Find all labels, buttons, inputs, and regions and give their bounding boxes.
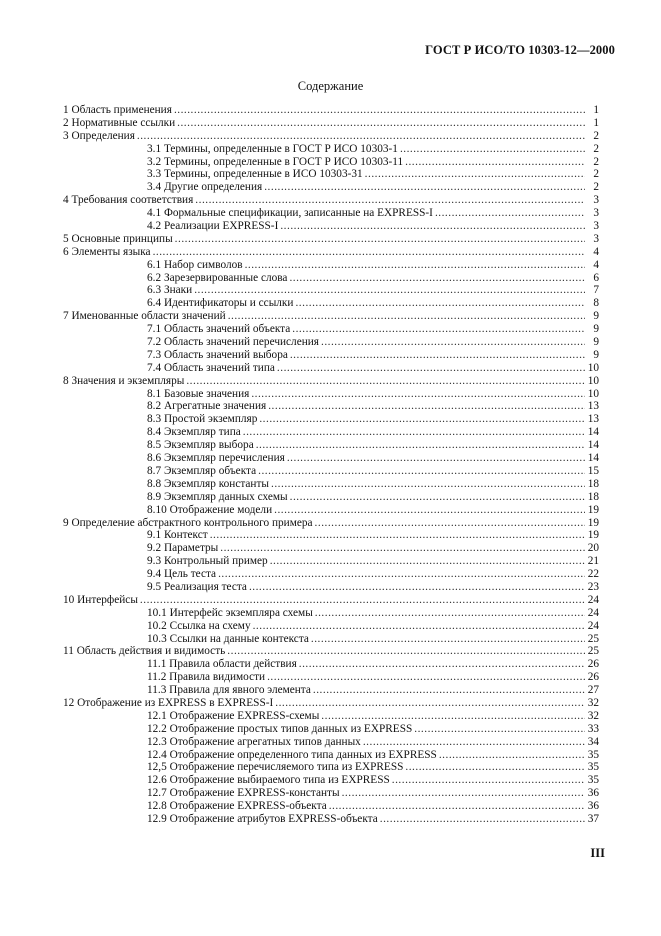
toc-entry-title: 12.9 Отображение атрибутов EXPRESS-объекта (147, 812, 378, 825)
toc-dot-leader (259, 413, 585, 426)
toc-subsection-row (63, 633, 599, 646)
toc-dot-leader (194, 284, 585, 297)
toc-entry-title: 12 Отображение из EXPRESS в EXPRESS-I (63, 696, 274, 709)
toc-entry-title: 2 Нормативные ссылки (63, 116, 176, 129)
toc-dot-leader (153, 246, 585, 259)
toc-entry-title: 11 Область действия и видимость (63, 645, 226, 658)
toc-page-number: 26 (587, 658, 599, 671)
toc-entry-title: 7.2 Область значений перечисления (147, 336, 319, 349)
toc-dot-leader (329, 800, 585, 813)
toc-entry-title: 10 Интерфейсы (63, 593, 138, 606)
toc-entry-title: 12.6 Отображение выбираемого типа из EXPRESS (147, 774, 390, 787)
toc-page-number: 36 (587, 800, 599, 813)
toc-entry-title: 4 Требования соответствия (63, 194, 194, 207)
toc-entry-title: 3.3 Термины, определенные в ИСО 10303-31 (147, 168, 363, 181)
toc-entry-title: 12.8 Отображение EXPRESS-объекта (147, 800, 327, 813)
toc-page-number: 4 (593, 258, 599, 271)
toc-dot-leader (186, 375, 585, 388)
toc-entry-title: 5 Основные принципы (63, 232, 173, 245)
toc-dot-leader (299, 658, 585, 671)
toc-dot-leader (256, 439, 585, 452)
toc-page-number: 24 (587, 606, 599, 619)
toc-entry-title: 12.7 Отображение EXPRESS-константы (147, 787, 340, 800)
toc-page-number: 32 (587, 709, 599, 722)
toc-entry-title: 1 Область применения (63, 104, 172, 116)
toc-page-number: 15 (587, 464, 599, 477)
toc-dot-leader (380, 813, 585, 826)
toc-dot-leader (400, 143, 585, 156)
toc-entry-title: 10.3 Ссылки на данные контекста (147, 632, 309, 645)
toc-page-number: 18 (587, 477, 599, 490)
toc-page-number: 25 (587, 645, 599, 658)
toc-subsection-row (63, 723, 599, 736)
toc-dot-leader (253, 620, 585, 633)
toc-entry-title: 7 Именованные области значений (63, 310, 226, 323)
toc-entry-title: 12.3 Отображение агрегатных типов данных (147, 735, 361, 748)
toc-subsection-row (63, 400, 599, 413)
toc-page-number: 10 (587, 361, 599, 374)
toc-page-number: 35 (587, 761, 599, 774)
toc-section-row (63, 104, 599, 117)
toc-entry-title: 4.1 Формальные спецификации, записанные на EXPRESS-I (147, 207, 433, 220)
toc-dot-leader (177, 117, 585, 130)
toc-section-row (63, 697, 599, 710)
toc-entry-title: 3.4 Другие определения (147, 181, 263, 194)
toc-dot-leader (227, 645, 585, 658)
toc-subsection-row (63, 671, 599, 684)
toc-entry-title: 9.4 Цель теста (147, 568, 217, 581)
toc-section-row (63, 117, 599, 130)
toc-entry-title: 8.9 Экземпляр данных схемы (147, 490, 288, 503)
toc-page-number: 1 (593, 104, 599, 116)
toc-subsection-row (63, 388, 599, 401)
toc-section-row (63, 194, 599, 207)
toc-subsection-row (63, 568, 599, 581)
toc-entry-title: 3.2 Термины, определенные в ГОСТ Р ИСО 10303-11 (147, 155, 404, 168)
toc-dot-leader (267, 671, 585, 684)
toc-subsection-row (63, 800, 599, 813)
toc-subsection-row (63, 555, 599, 568)
toc-subsection-row (63, 426, 599, 439)
toc-subsection-row (63, 542, 599, 555)
toc-entry-title: 8.6 Экземпляр перечисления (147, 452, 285, 465)
toc-subsection-row (63, 736, 599, 749)
toc-subsection-row (63, 220, 599, 233)
toc-subsection-row (63, 362, 599, 375)
toc-entry-title: 12.4 Отображение определенного типа данных из EXPRESS (147, 748, 437, 761)
toc-dot-leader (174, 104, 585, 117)
toc-page-number: 2 (593, 168, 599, 181)
toc-page-number: 19 (587, 529, 599, 542)
toc-page-number: 9 (593, 348, 599, 361)
toc-subsection-row (63, 349, 599, 362)
toc-subsection-row (63, 323, 599, 336)
toc-dot-leader (243, 426, 585, 439)
toc-entry-title: 8 Значения и экземпляры (63, 374, 185, 387)
toc-subsection-row (63, 272, 599, 285)
toc-entry-title: 7.4 Область значений типа (147, 361, 275, 374)
toc-dot-leader (405, 156, 585, 169)
toc-section-row (63, 594, 599, 607)
toc-dot-leader (271, 478, 585, 491)
toc-page-number: 9 (593, 310, 599, 323)
toc-dot-leader (218, 568, 585, 581)
toc-section-row (63, 375, 599, 388)
toc-dot-leader (220, 542, 585, 555)
toc-entry-title: 9.1 Контекст (147, 529, 208, 542)
toc-dot-leader (268, 400, 585, 413)
toc-page-number: 37 (587, 812, 599, 825)
toc-entry-title: 8.1 Базовые значения (147, 387, 250, 400)
toc-dot-leader (315, 517, 585, 530)
page-number: III (590, 846, 605, 860)
toc-dot-leader (321, 710, 585, 723)
toc-entry-title: 8.3 Простой экземпляр (147, 413, 258, 426)
toc-dot-leader (392, 774, 585, 787)
toc-page-number: 23 (587, 580, 599, 593)
toc-page-number: 2 (593, 129, 599, 142)
toc-entry-title: 12,5 Отображение перечисляемого типа из EXPRESS (147, 761, 404, 774)
toc-subsection-row (63, 658, 599, 671)
toc-subsection-row (63, 439, 599, 452)
toc-page-number: 3 (593, 207, 599, 220)
toc-page-number: 14 (587, 439, 599, 452)
toc-page-number: 36 (587, 787, 599, 800)
toc-subsection-row (63, 620, 599, 633)
toc-entry-title: 6.3 Знаки (147, 284, 193, 297)
toc-subsection-row (63, 813, 599, 826)
toc-entry-title: 7.3 Область значений выбора (147, 348, 288, 361)
toc-entry-title: 9.2 Параметры (147, 542, 219, 555)
toc-subsection-row (63, 143, 599, 156)
toc-subsection-row (63, 156, 599, 169)
toc-page-number: 24 (587, 593, 599, 606)
toc-entry-title: 8.10 Отображение модели (147, 503, 273, 516)
toc-subsection-row (63, 749, 599, 762)
toc-dot-leader (435, 207, 585, 220)
toc-section-row (63, 310, 599, 323)
toc-page-number: 20 (587, 542, 599, 555)
toc-dot-leader (414, 723, 585, 736)
toc-page-number: 35 (587, 748, 599, 761)
toc-subsection-row (63, 581, 599, 594)
toc-dot-leader (365, 168, 585, 181)
toc-title: Содержание (297, 79, 364, 93)
toc-subsection-row (63, 491, 599, 504)
toc-entry-title: 9 Определение абстрактного контрольного примера (63, 516, 313, 529)
toc-entry-title: 9.3 Контрольный пример (147, 555, 268, 568)
toc-page-number: 4 (593, 245, 599, 258)
toc-entry-title: 10.1 Интерфейс экземпляра схемы (147, 606, 313, 619)
toc-dot-leader (342, 787, 585, 800)
toc-subsection-row (63, 181, 599, 194)
toc-dot-leader (313, 684, 585, 697)
toc-entry-title: 3 Определения (63, 129, 135, 142)
toc-entry-title: 8.5 Экземпляр выбора (147, 439, 254, 452)
toc-dot-leader (295, 297, 585, 310)
toc-subsection-row (63, 761, 599, 774)
toc-page-number: 21 (587, 555, 599, 568)
toc-entry-title: 6.1 Набор символов (147, 258, 243, 271)
toc-dot-leader (311, 633, 585, 646)
toc-entry-title: 10.2 Ссылка на схему (147, 619, 251, 632)
toc-subsection-row (63, 297, 599, 310)
toc-page-number: 1 (593, 116, 599, 129)
toc-dot-leader (321, 336, 585, 349)
toc-dot-leader (290, 491, 585, 504)
toc-dot-leader (195, 194, 585, 207)
toc-subsection-row (63, 710, 599, 723)
toc-page-number: 10 (587, 374, 599, 387)
page-header-doc-id: ГОСТ Р ИСО/ТО 10303-12—2000 (425, 43, 615, 57)
toc-page-number: 14 (587, 452, 599, 465)
toc-page-number: 24 (587, 619, 599, 632)
toc-page-number: 27 (587, 684, 599, 697)
toc-dot-leader (258, 465, 585, 478)
toc-page-number: 13 (587, 400, 599, 413)
toc-section-row (63, 645, 599, 658)
toc-entry-title: 9.5 Реализация теста (147, 580, 247, 593)
toc-dot-leader (363, 736, 585, 749)
toc-section-row (63, 233, 599, 246)
toc-entry-title: 12.2 Отображение простых типов данных из EXPRESS (147, 722, 413, 735)
toc-entry-title: 8.4 Экземпляр типа (147, 426, 241, 439)
toc-page-number: 35 (587, 774, 599, 787)
toc-page-number: 6 (593, 271, 599, 284)
toc-entry-title: 6 Элементы языка (63, 245, 151, 258)
toc-section-row (63, 246, 599, 259)
toc-dot-leader (274, 504, 585, 517)
toc-subsection-row (63, 452, 599, 465)
toc-entry-title: 6.4 Идентификаторы и ссылки (147, 297, 294, 310)
toc-entry-title: 8.2 Агрегатные значения (147, 400, 267, 413)
toc-entry-title: 7.1 Область значений объекта (147, 323, 291, 336)
toc-page-number: 34 (587, 735, 599, 748)
toc-dot-leader (137, 130, 585, 143)
toc-dot-leader (287, 452, 585, 465)
toc-dot-leader (280, 220, 585, 233)
toc-page-number: 9 (593, 323, 599, 336)
toc-subsection-row (63, 336, 599, 349)
toc-dot-leader (175, 233, 585, 246)
toc-entry-title: 11.2 Правила видимости (147, 671, 266, 684)
toc-page-number: 19 (587, 516, 599, 529)
toc-subsection-row (63, 504, 599, 517)
toc-subsection-row (63, 465, 599, 478)
toc-dot-leader (228, 310, 585, 323)
toc-dot-leader (251, 388, 585, 401)
toc-dot-leader (290, 349, 585, 362)
toc-entry-title: 11.3 Правила для явного элемента (147, 684, 311, 697)
toc-entry-title: 8.7 Экземпляр объекта (147, 464, 257, 477)
toc-subsection-row (63, 478, 599, 491)
toc-entry-title: 11.1 Правила области действия (147, 658, 297, 671)
toc-page-number: 2 (593, 142, 599, 155)
toc-page-number: 2 (593, 155, 599, 168)
toc-dot-leader (292, 323, 585, 336)
toc-page-number: 2 (593, 181, 599, 194)
toc-dot-leader (275, 697, 585, 710)
toc-subsection-row (63, 207, 599, 220)
toc-dot-leader (249, 581, 585, 594)
toc-page-number: 26 (587, 671, 599, 684)
toc-section-row (63, 517, 599, 530)
toc-page-number: 22 (587, 568, 599, 581)
toc-subsection-row (63, 168, 599, 181)
table-of-contents (63, 104, 599, 826)
toc-entry-title: 6.2 Зарезервированные слова (147, 271, 288, 284)
toc-dot-leader (289, 272, 585, 285)
toc-page-number: 9 (593, 336, 599, 349)
toc-page-number: 3 (593, 194, 599, 207)
toc-subsection-row (63, 787, 599, 800)
toc-dot-leader (245, 259, 585, 272)
toc-page-number: 7 (593, 284, 599, 297)
toc-dot-leader (210, 529, 585, 542)
toc-page-number: 14 (587, 426, 599, 439)
toc-dot-leader (140, 594, 585, 607)
toc-subsection-row (63, 607, 599, 620)
toc-dot-leader (264, 181, 585, 194)
toc-subsection-row (63, 259, 599, 272)
toc-dot-leader (277, 362, 585, 375)
toc-page-number: 33 (587, 722, 599, 735)
toc-page-number: 10 (587, 387, 599, 400)
toc-subsection-row (63, 774, 599, 787)
toc-page-number: 18 (587, 490, 599, 503)
toc-dot-leader (439, 749, 585, 762)
toc-dot-leader (315, 607, 585, 620)
toc-page-number: 3 (593, 220, 599, 233)
toc-section-row (63, 130, 599, 143)
toc-entry-title: 8.8 Экземпляр константы (147, 477, 270, 490)
toc-page-number: 32 (587, 696, 599, 709)
toc-subsection-row (63, 284, 599, 297)
toc-entry-title: 12.1 Отображение EXPRESS-схемы (147, 709, 320, 722)
toc-subsection-row (63, 529, 599, 542)
toc-entry-title: 4.2 Реализации EXPRESS-I (147, 220, 279, 233)
toc-page-number: 13 (587, 413, 599, 426)
toc-page-number: 3 (593, 232, 599, 245)
toc-dot-leader (405, 761, 585, 774)
toc-page-number: 19 (587, 503, 599, 516)
toc-page-number: 25 (587, 632, 599, 645)
toc-page-number: 8 (593, 297, 599, 310)
toc-dot-leader (270, 555, 585, 568)
toc-entry-title: 3.1 Термины, определенные в ГОСТ Р ИСО 10303-1 (147, 142, 398, 155)
toc-subsection-row (63, 413, 599, 426)
toc-subsection-row (63, 684, 599, 697)
